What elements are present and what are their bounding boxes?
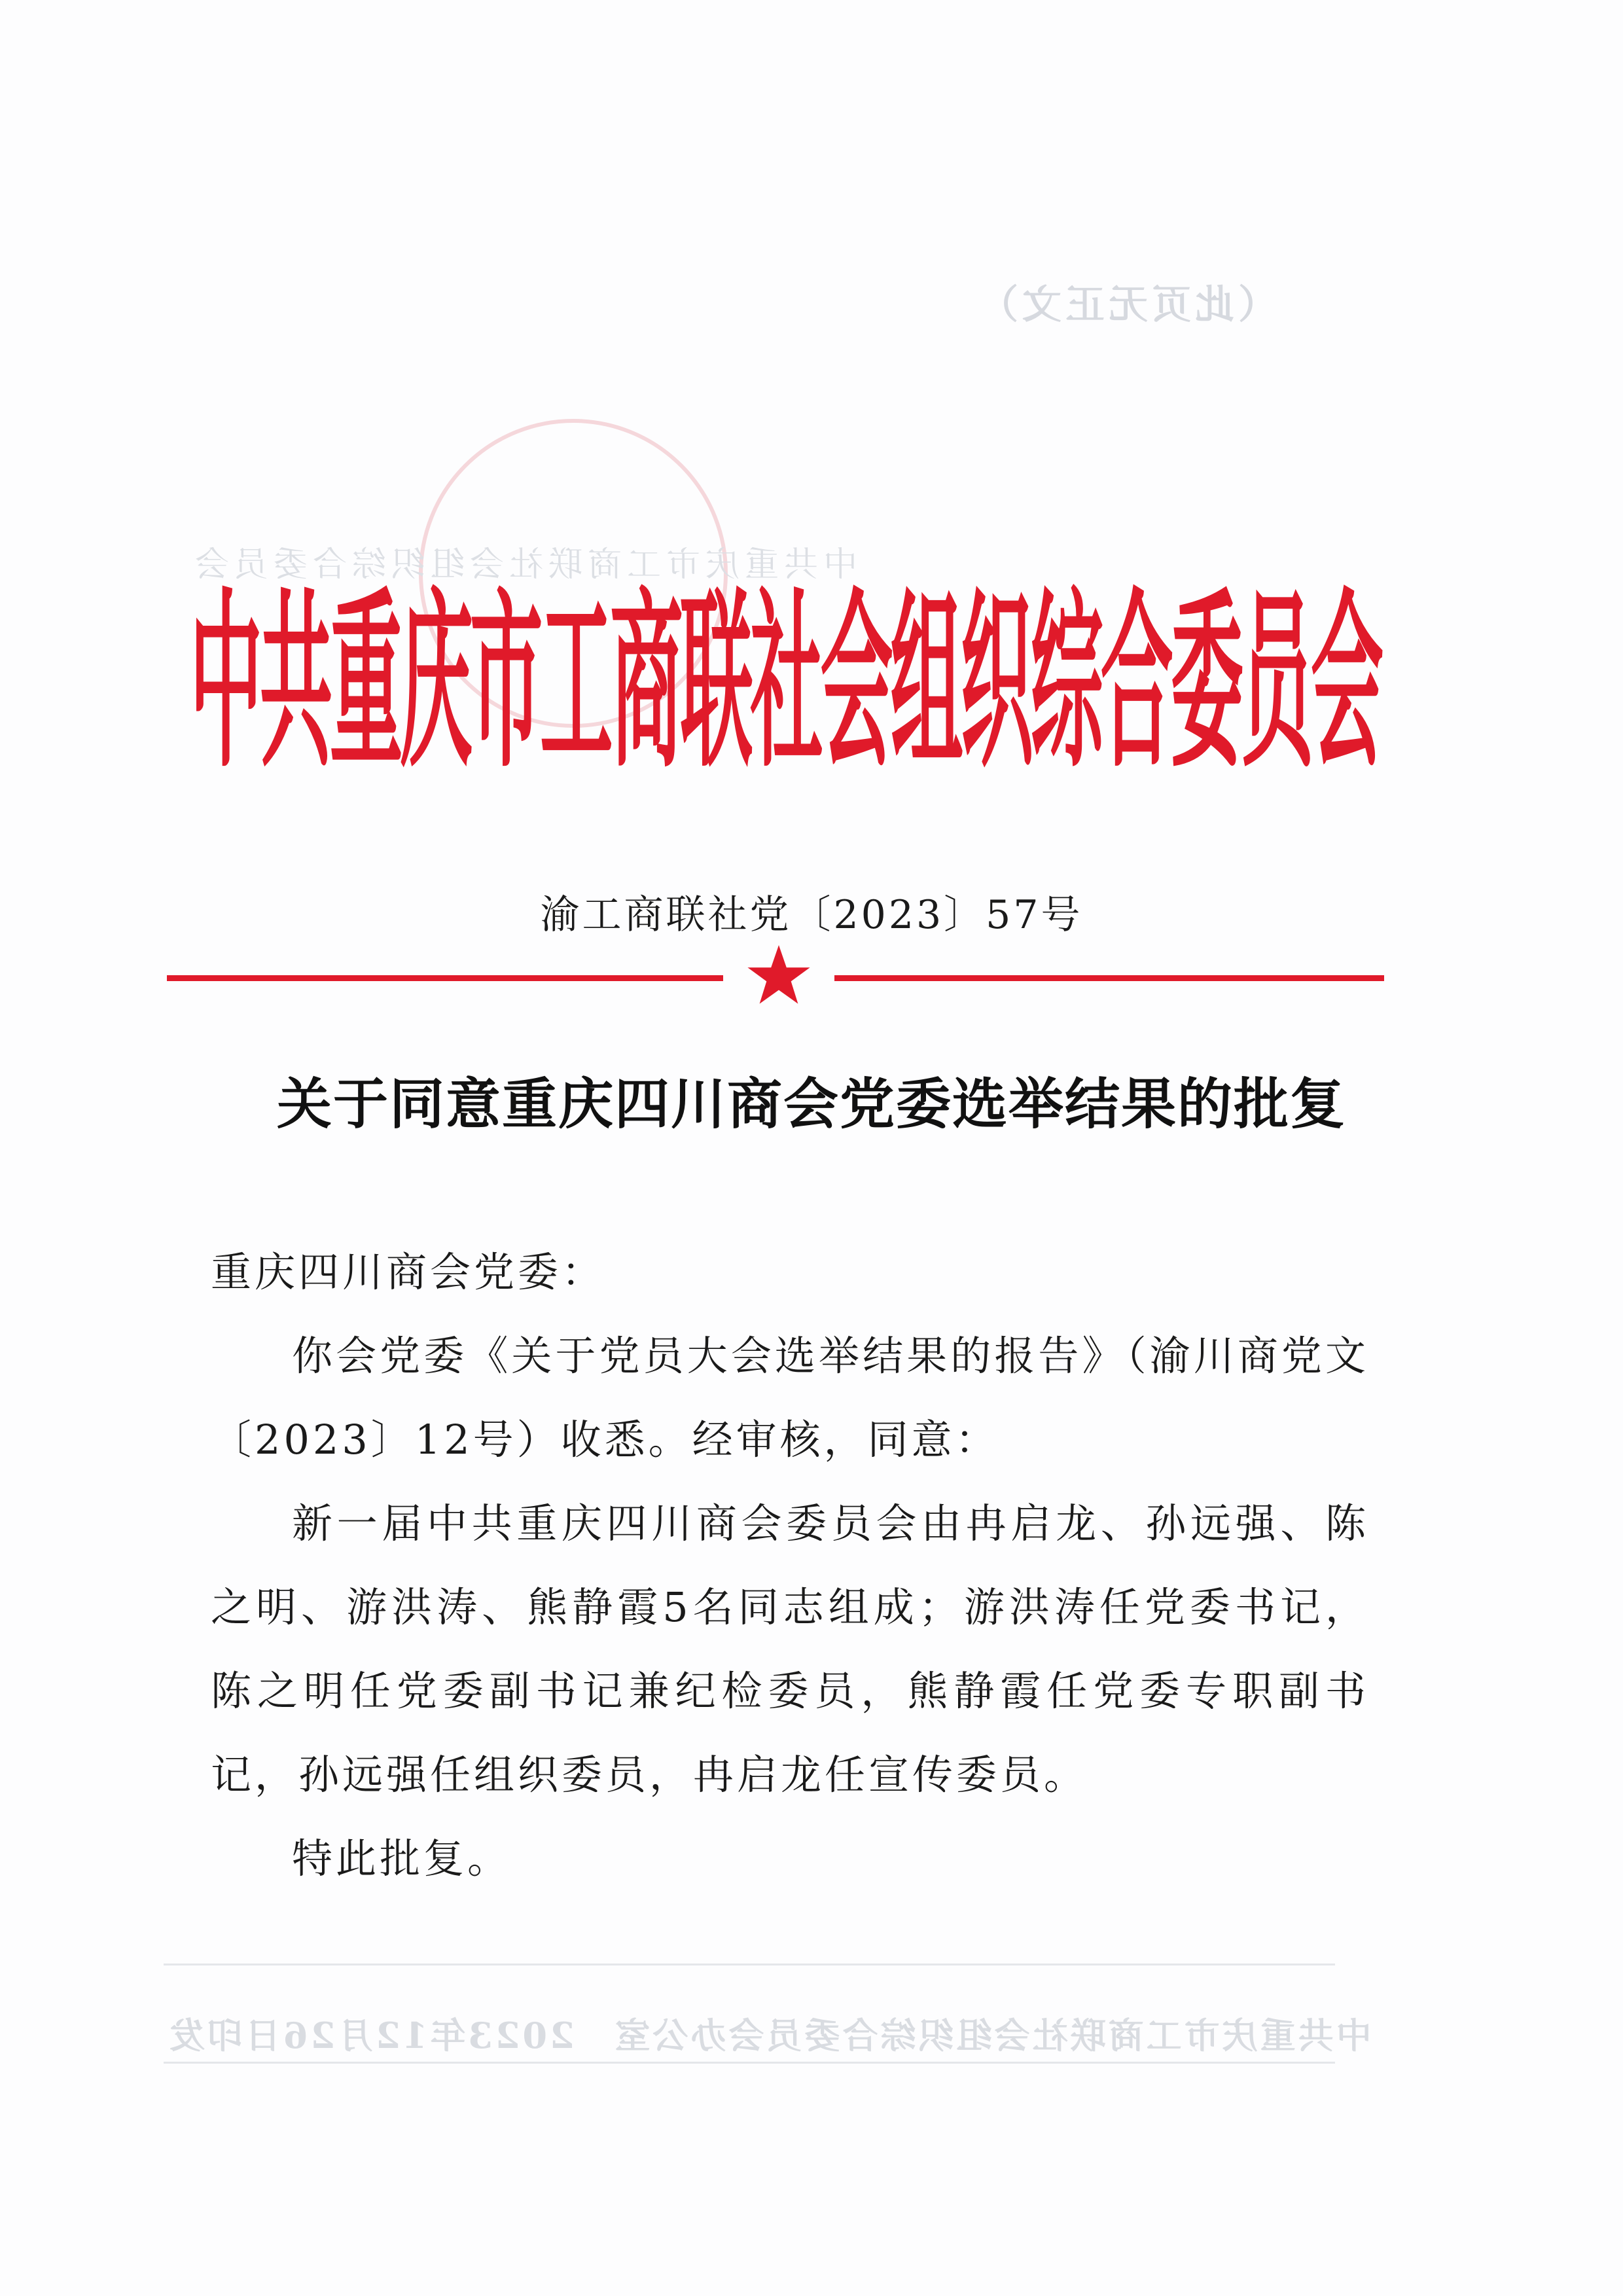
document-body (211, 1230, 1369, 1901)
ghost-footer-rule-bottom (164, 2062, 1335, 2064)
document-title: 关于同意重庆四川商会党委选举结果的批复 (276, 1072, 1346, 1136)
red-star-icon (746, 942, 812, 1008)
body-paragraph: 新一届中共重庆四川商会委员会由冉启龙、孙远强、陈之明、游洪涛、熊静霞5名同志组成；游洪涛任党委书记，陈之明任党委副书记兼纪检委员，熊静霞任党委专职副书记，孙远强任组织委员，冉启龙任宣传委员。 (211, 1499, 1369, 1799)
masthead-issuer: 中共重庆市工商联社会组织综合委员会 (190, 573, 1381, 794)
ghost-footer-text: 中共重庆市工商联社会组织综合委员会办公室 2023年12月26日印发 (167, 2015, 1372, 2056)
red-rule-left (167, 975, 723, 981)
ghost-footer-rule-top (164, 1964, 1335, 1965)
addressee: 重庆四川商会党委： (211, 1248, 606, 1296)
ghost-no-body-note: （此页无正文） (975, 282, 1277, 328)
ghost-signature: 中共重庆市工商联社会组织综合委员会 (190, 545, 858, 584)
red-rule-right (834, 975, 1384, 981)
body-paragraph-closing: 特此批复。 (292, 1835, 512, 1882)
document-number: 渝工商联社党〔2023〕57号 (540, 892, 1083, 938)
body-paragraph: 你会党委《关于党员大会选举结果的报告》（渝川商党文〔2023〕12号）收悉。经审核，同意： (211, 1332, 1369, 1463)
